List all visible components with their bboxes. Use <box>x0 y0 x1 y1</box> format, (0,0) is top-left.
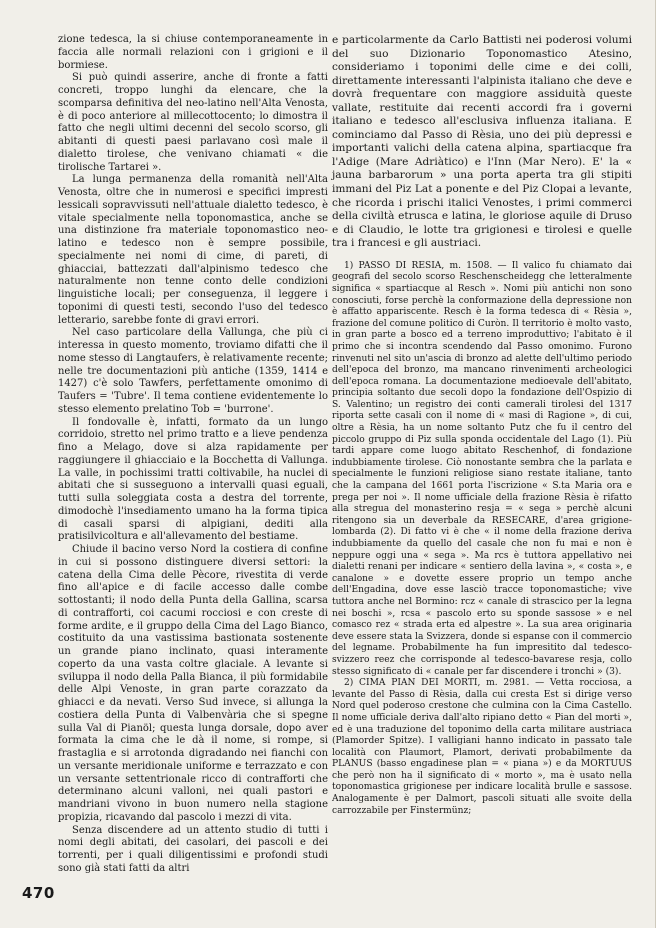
paragraph: e particolarmente da Carlo Battisti nei poderosi volumi del suo Dizionario Toponomastico Atesino, consideriamo i toponimi delle cime e dei colli, direttamente interessanti l'alpinista italiano che deve e dovrà frequentare con maggiore assiduità queste vallate, restituite dai recenti accordi fra i governi italiano e tedesco all'esclusiva influenza italiana. E cominciamo dal Passo di Rèsia, uno dei più depressi e importanti valichi della catena alpina, spartiacque fra l'Adige (Mare Adriàtico) e l'Inn (Mar Nero). E' la « jauna barbarorum » una porta aperta tra gli stipiti immani del Piz Lat a ponente e del Piz Clopai a levante, che ricorda i prischi italici Venostes, i primi commerci della civiltà etrusca e latina, le gloriose aquile di Druso e di Claudio, le lotte tra grigionesi e tirolesi e quelle tra i francesi e gli austriaci. <box>332 34 632 250</box>
notes-section <box>332 261 632 818</box>
page-number: 470 <box>22 884 55 902</box>
paragraph: zione tedesca, la si chiuse contemporaneamente in faccia alle normali relazioni con i grigioni e il bormiese. <box>58 34 328 71</box>
note-paragraph: 1) PASSO DI RESIA, m. 1508. — Il valico fu chiamato dai geografi del secolo scorso Reschenscheidegg che letteralmente significa « spartiacque al Resch ». Nomi più antichi non sono conosciuti, forse perchè la conformazione della depressione non è affatto appariscente. Resch è la forma tedesca di « Rèsia », frazione del comune politico di Curòn. Il territorio è molto vasto, in gran parte a bosco ed a terreno improduttivo; l'abitato è il primo che si incontra scendendo dal Passo omonimo. Furono rinvenuti nel sito un'ascia di bronzo ad alette dell'ultimo periodo dell'epoca del bronzo, ma mancano rinvenimenti archeologici dell'epoca romana. La documentazione medioevale dell'abitato, principia soltanto due secoli dopo la fondazione dell'Ospizio di S. Valentino; un registro dei conti camerali tirolesi del 1317 riporta sette casali con il nome di « masi di Ragione », di cui, oltre a Rèsia, ha un nome soltanto Putz che fu il centro del piccolo gruppo di Piz sulla sponda occidentale del Lago (1). Più tardi appare come luogo abitato Reschenhof, di fondazione indubbiamente tirolese. Ciò nonostante sembra che la parlata e specialmente le funzioni religiose siano restate italiane, tanto che la campana del 1661 porta l'iscrizione « S.ta Maria ora e prega per noi ». Il nome ufficiale della frazione Rèsia è rifatto alla stregua del monasterino resja = « sega » perchè alcuni ritengono sia un deverbale da RESECARE, d'area grigione-lombarda (2). Di fatto vi è che « il nome della frazione deriva indubbiamente da quello del casale che non fu mai e non è neppure oggi una « sega ». Ma rcs è tuttora appellativo nei dialetti renani per indicare « sentiero della lavina », « costa », e canalone » e dovette essere proprio un tempo anche dell'Engadina, dove esse lasciò tracce toponomastiche; vive tuttora anche nel Bormino: rcz « canale di strascico per la legna nei boschi », rcsa « pascolo erto su sponde sassose » e nel comasco rez « strada erta ed alpestre ». La sua area originaria deve essere stata la Svizzera, donde si espanse con il commercio del legname. Probabilmente ha fun impresitito dal tedesco-svizzero reez che corrisponde al tedesco-bavarese resja, collo stesso significato di « canale per far discendere i tronchi » (3). <box>332 260 632 677</box>
paragraph: Senza discendere ad un attento studio di tutti i nomi degli abitati, dei casolari, dei pascoli e dei torrenti, per i quali diligentissimi e profondi studi sono già stati fatti da altri <box>58 824 328 874</box>
paragraph: Nel caso particolare della Vallunga, che più ci interessa in questo momento, troviamo difatti che il nome stesso di Langtaufers, è relativamente recente; nelle tre documentazioni più antiche (1359, 1414 e 1427) c'è solo Tawfers, perfettamente omonimo di Taufers = 'Tubre'. Il tema contiene evidentemente lo stesso elemento prelatino Tob = 'burrone'. <box>58 327 328 415</box>
paragraph: Si può quindi asserire, anche di fronte a fatti concreti, troppo lunghi da elencare, che la scomparsa definitiva del neo-latino nell'Alta Venosta, è di poco anteriore al millecottocento; lo dimostra il fatto che negli ultimi decenni del secolo scorso, gli abitanti di questi paesi parlavano così male il dialetto tirolese, che venivano chiamati « die tirolische Tartarei ». <box>58 72 328 173</box>
right-column <box>332 34 632 817</box>
main-text <box>332 34 632 251</box>
paragraph: La lunga permanenza della romanità nell'Alta Venosta, oltre che in numerosi e specifici impresti lessicali sopravvissuti nell'attuale dialetto tedesco, è vitale specialmente nella toponomastica, anche se una distinzione fra materiale toponomastico neo-latino e tedesco non è sempre possibile, specialmente nei nomi di cime, di pareti, di ghiacciai, battezzati dall'alpinismo tedesco che naturalmente non tenne conto delle condizioni linguistiche locali; per conseguenza, il leggere i toponimi di questi testi, secondo l'uso del tedesco letterario, sarebbe fonte di gravi errori. <box>58 174 328 326</box>
paragraph: Chiude il bacino verso Nord la costiera di confine in cui si possono distinguere diversi settori: la catena della Cima delle Pècore, rivestita di verde fino all'apice e di facile accesso dalle combe sottostanti; il nodo della Punta della Gallina, scarsa di contrafforti, coi cacumi rocciosi e con creste di forme ardite, e il gruppo della Cima del Lago Bianco, costituito da una vastissima bastionata sostenente un grande piano inclinato, quasi interamente coperto da una vasta coltre glaciale. A levante si sviluppa il nodo della Palla Bianca, il più formidabile delle Alpi Venoste, in gran parte corazzato da ghiacci e da nevati. Verso Sud invece, si allunga la costiera della Punta di Valbenvària che si spegne sulla Val di Pianöl; questa lunga dorsale, dopo aver formata la cima che le dà il nome, si rompe, si frastaglia e si arrotonda digradando nei fianchi con un versante meridionale uniforme e terrazzato e con un versante settentrionale ricco di contrafforti che determinano alcuni valloni, nei quali pastori e mandriani vivono in buon numero nella stagione propizia, ricavando dal pascolo i mezzi di vita. <box>58 544 328 823</box>
paragraph: Il fondovalle è, infatti, formato da un lungo corridoio, stretto nel primo tratto e a lieve pendenza fino a Melago, dove si alza rapidamente per raggiungere il ghiacciaio e la Bocchetta di Vallunga. La valle, in pochissimi tratti coltivabile, ha nuclei di abitati che si susseguono a intervalli quasi eguali, tutti sulla soleggiata costa a destra del torrente, dimodochè l'insediamento umano ha la forma tipica di casali sparsi di alpigiani, dediti alla pratisilvicoltura e all'allevamento del bestiame. <box>58 416 328 543</box>
left-column <box>58 34 328 876</box>
note-paragraph: 2) CIMA PIAN DEI MORTI, m. 2981. — Vetta rocciosa, a levante del Passo di Rèsia, dalla cui cresta Est si dirige verso Nord quel poderoso crestone che culmina con la Cima Castello. Il nome ufficiale deriva dall'alto ripiano detto « Pian del morti », ed è una traduzione del toponimo della carta militare austriaca (Plamorder Spitze). I valligiani hanno indicato in passato tale località con Plaumort, Plamort, derivati probabilmente da PLANUS (basso engadinese plan = « piana ») e da MORTUUS che però non ha il significato di « morto », ma è usato nella toponomastica grigionese per indicare località brulle e sassose. Analogamente è per Dalmort, pascoli situati alle svoite della carrozzabile per Finstermünz; <box>332 678 632 816</box>
